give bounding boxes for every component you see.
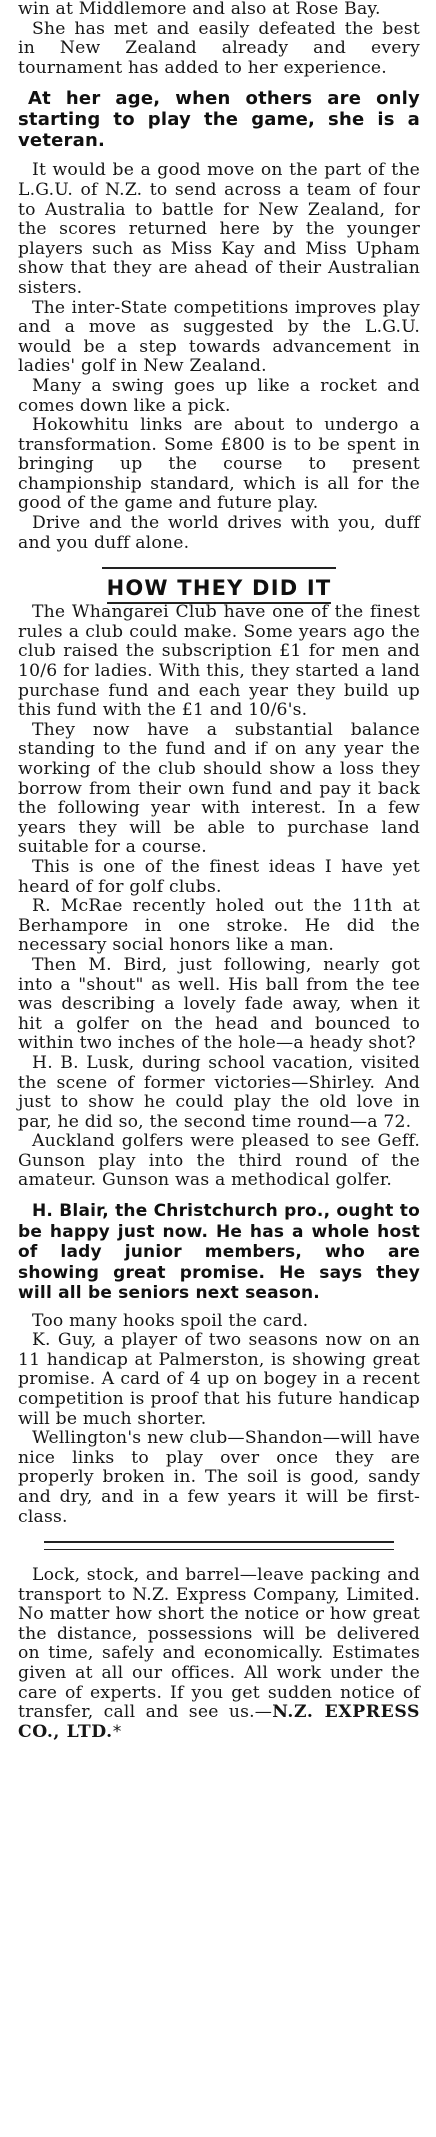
article-paragraph: It would be a good move on the part of the L.G.U. of N.Z. to send across a team of four to Australia to battle for New Zealand, for the scores returned here by the younger players such as Miss Kay and Miss Upham show that they are ahead of their Australian sisters.: [18, 160, 420, 298]
advertisement-signature: N.Z. EXPRESS CO., LTD.: [18, 1702, 420, 1742]
article-paragraph: This is one of the finest ideas I have yet heard of for golf clubs.: [18, 856, 420, 897]
section-heading-text: HOW THEY DID IT: [107, 576, 332, 604]
article-paragraph: Too many hooks spoil the card.: [32, 1310, 309, 1331]
section-heading: [18, 575, 420, 601]
highlighted-paragraph: H. Blair, the Christchurch pro., ought to be happy just now. He has a whole host of lady junior members, who are showing great promise. He says they will all be seniors next season.: [18, 1201, 420, 1304]
advertisement-text: Lock, stock, and barrel—leave packing and transport to N.Z. Express Company, Limited. No matter how short the notice or how great the distance, possessions will be delivered on time, safely and economically. Estimates given at all our offices. All work under the care of experts. If you get sudden notice of transfer, call and see us.—: [18, 1565, 420, 1723]
article-paragraph: Wellington's new club—Shandon—will have nice links to play over once they are properly broken in. The soil is good, sandy and dry, and in a few years it will be first-class.: [18, 1428, 420, 1527]
article-paragraph: H. B. Lusk, during school vacation, visited the scene of former victories—Shirley. And just to show he could play the old love in par, he did so, the second time round—a 72.: [18, 1052, 420, 1132]
article-paragraph: Then M. Bird, just following, nearly got into a "shout" as well. His ball from the tee was describing a lovely fade away, when it hit a golfer on the head and bounced to within two inches of the hole—a heady shot?: [18, 954, 420, 1054]
article-paragraph: Drive and the world drives with you, duff and you duff alone.: [18, 513, 420, 553]
article-paragraph: Many a swing goes up like a rocket and comes down like a pick.: [18, 375, 420, 416]
divider-rule: [44, 1541, 394, 1550]
article-paragraph: They now have a substantial balance standing to the fund and if on any year the working of the club should show a loss they borrow from their own fund and pay it back the following year with interest. In a few years they will be able to purchase land suitable for a course.: [18, 719, 420, 858]
heading-rule: [102, 567, 336, 569]
pull-quote: At her age, when others are only starting to play the game, she is a veteran.: [18, 88, 420, 152]
advertisement-mark: *: [112, 1721, 122, 1742]
article-paragraph: Auckland golfers were pleased to see Geff. Gunson play into the third round of the amateur. Gunson was a methodical golfer.: [18, 1131, 420, 1191]
article-paragraph: The inter-State competitions improves play and a move as suggested by the L.G.U. would be a step towards advancement in ladies' golf in New Zealand.: [18, 297, 420, 377]
article-paragraph: She has met and easily defeated the best in New Zealand already and every tournament has added to her experience.: [18, 18, 420, 78]
article-paragraph: Hokowhitu links are about to undergo a transformation. Some £800 is to be spent in bringing up the course to present championship standard, which is all for the good of the game and future play.: [18, 415, 420, 514]
article-paragraph: The Whangarei Club have one of the finest rules a club could make. Some years ago the club raised the subscription £1 for men and 10/6 for ladies. With this, they started a land purchase fund and each year they build up this fund with the £1 and 10/6's.: [18, 602, 420, 721]
article-paragraph: R. McRae recently holed out the 11th at Berhampore in one stroke. He did the necessary social honors like a man.: [18, 896, 420, 956]
article-paragraph: win at Middlemore and also at Rose Bay.: [18, 0, 381, 19]
advertisement: [18, 1566, 420, 1742]
article-paragraph: K. Guy, a player of two seasons now on an 11 handicap at Palmerston, is showing great promise. A card of 4 up on bogey in a recent competition is proof that his future handicap will be much shorter.: [18, 1330, 420, 1429]
newspaper-column: [18, 0, 420, 1742]
